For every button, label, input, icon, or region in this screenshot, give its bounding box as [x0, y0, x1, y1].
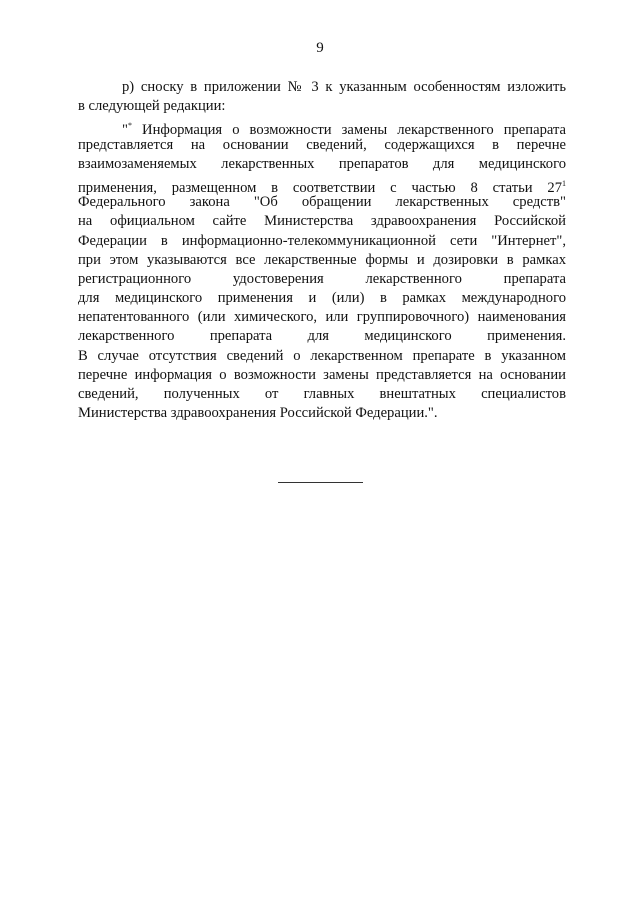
end-divider-line: [278, 482, 363, 483]
paragraph-2-line: на официальном сайте Министерства здравоохранения Российской: [78, 213, 566, 230]
paragraph-2-line: сведений, полученных от главных внештатных специалистов: [78, 386, 566, 402]
paragraph-2-line: лекарственного препарата для медицинского применения.: [78, 328, 566, 345]
paragraph-2-line: регистрационного удостоверения лекарственного препарата: [78, 270, 566, 287]
paragraph-2-first-line: [78, 116, 566, 139]
page-number: 9: [316, 40, 324, 56]
paragraph-2-line: непатентованного (или химического, или группировочного) наименования: [78, 309, 566, 326]
paragraph-1-line: р) сноску в приложении № 3 к указанным особенностям изложить: [122, 79, 566, 95]
paragraph-2-line: Министерства здравоохранения Российской Федерации.".: [78, 405, 438, 422]
opening-quote: ": [122, 122, 128, 139]
paragraph-2-line: применения, размещенном в соответствии с частью 8 статьи 27: [78, 179, 562, 196]
paragraph-2-line: при этом указываются все лекарственные формы и дозировки в рамках: [78, 251, 566, 268]
paragraph-2-line: взаимозаменяемых лекарственных препаратов для медицинского: [78, 155, 566, 172]
paragraph-2-line: представляется на основании сведений, содержащихся в перечне: [78, 136, 566, 153]
paragraph-2-line: Федерации в информационно-телекоммуникационной сети "Интернет",: [78, 232, 566, 249]
paragraph-2-line: перечне информация о возможности замены представляется на основании: [78, 366, 566, 383]
document-body: [78, 78, 566, 423]
paragraph-2-line: Информация о возможности замены лекарственного препарата: [131, 122, 566, 139]
paragraph-2-line: Федерального закона "Об обращении лекарственных средств": [78, 194, 566, 211]
article-superscript: 1: [562, 178, 566, 188]
paragraph-2-line-with-superscript: [78, 174, 566, 196]
paragraph-1-line: в следующей редакции:: [78, 98, 226, 115]
footnote-mark: *: [127, 121, 132, 131]
paragraph-2-line: для медицинского применения и (или) в рамках международного: [78, 290, 566, 307]
paragraph-2-line: В случае отсутствия сведений о лекарственном препарате в указанном: [78, 347, 566, 364]
